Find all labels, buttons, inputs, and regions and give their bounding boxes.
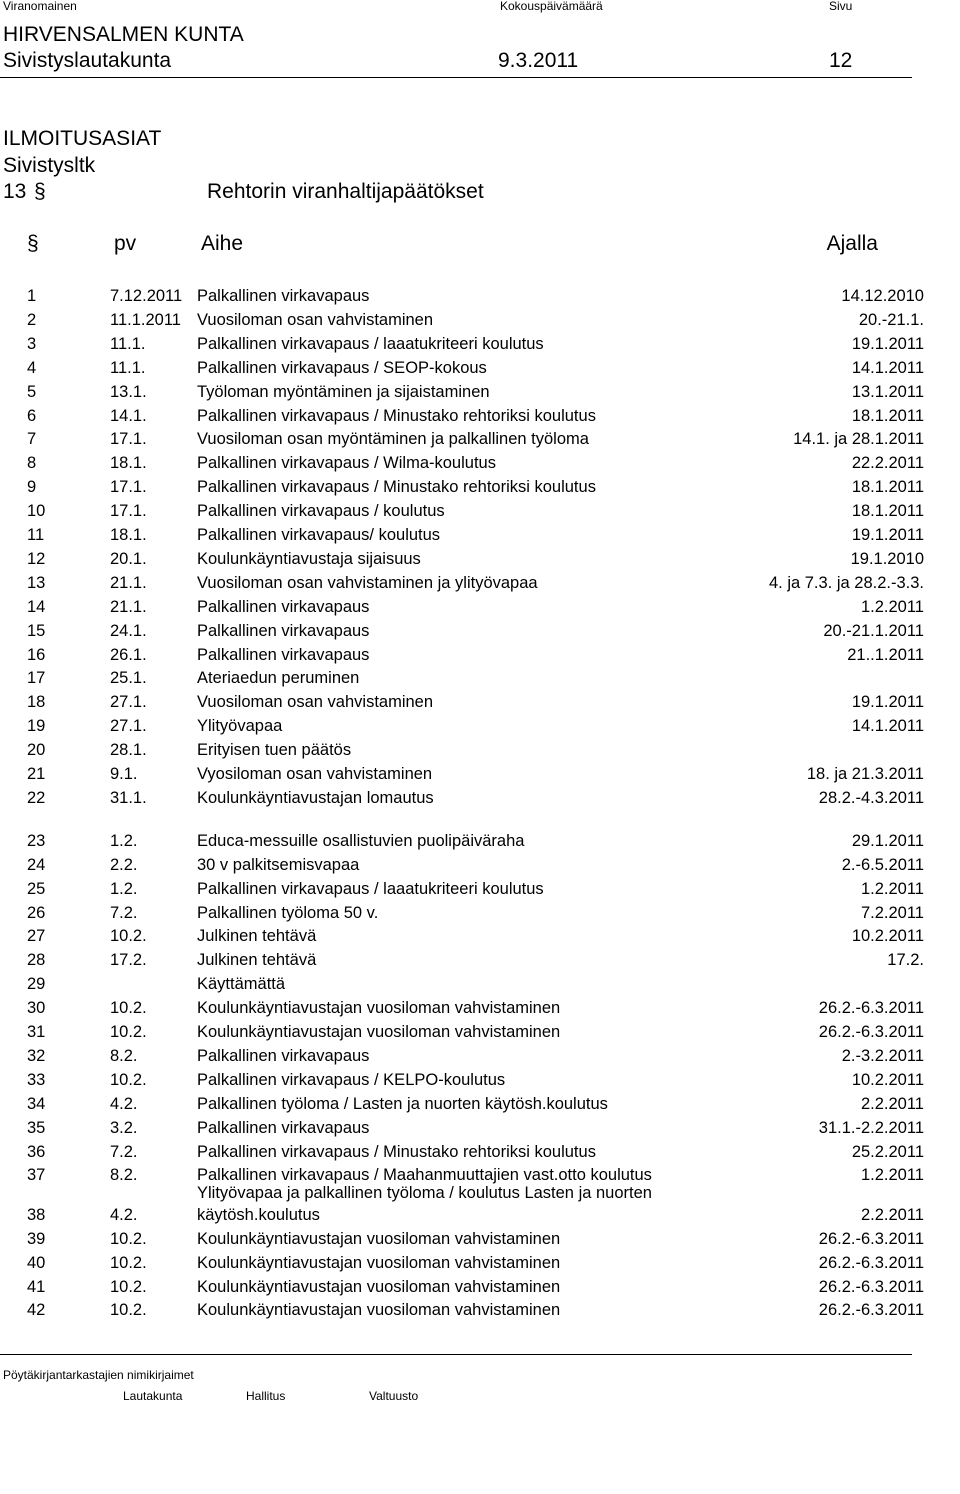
footer-hallitus: Hallitus: [246, 1389, 286, 1403]
table-row: [0, 717, 960, 739]
row-date: 27.1.: [110, 717, 147, 736]
row-period: 13.1.2011: [851, 382, 924, 401]
row-subject: Koulunkäyntiavustajan vuosiloman vahvistaminen: [197, 1229, 561, 1248]
row-number: 33: [27, 1070, 46, 1089]
row-date: 18.1.: [110, 454, 147, 473]
row-subject: Koulunkäyntiavustajan vuosiloman vahvistaminen: [197, 1301, 561, 1320]
row-number: 31: [27, 1023, 46, 1041]
row-subject: Palkallinen virkavapaus: [197, 1118, 370, 1137]
table-row: [0, 1047, 960, 1069]
row-subject: Palkallinen virkavapaus / laaatukriteeri koulutus: [197, 879, 544, 898]
row-number: 3: [27, 334, 37, 353]
row-subject: Koulunkäyntiavustajan lomautus: [197, 788, 434, 807]
row-period: 19.1.2011: [851, 526, 924, 544]
table-row: [0, 359, 960, 381]
table-row: [0, 1023, 960, 1045]
table-row: [0, 999, 960, 1021]
table-row: [0, 1254, 960, 1276]
row-subject: Palkallinen virkavapaus / Minustako rehtoriksi koulutus: [197, 406, 596, 425]
row-date: 26.1.: [110, 645, 147, 664]
section-title: ILMOITUSASIAT: [3, 127, 162, 150]
row-subject: Educa-messuille osallistuvien puolipäiväraha: [197, 831, 525, 850]
row-period: 20.-21.1.: [858, 310, 924, 329]
row-period: 21..1.2011: [847, 645, 924, 664]
table-row: [0, 1278, 960, 1300]
row-number: 1: [27, 287, 37, 305]
row-period: 26.2.-6.3.2011: [818, 999, 924, 1018]
row-number: 18: [27, 693, 46, 712]
row-date: 2.2.: [110, 855, 138, 874]
row-period: 10.2.2011: [851, 1070, 924, 1089]
label-viranomainen: Viranomainen: [3, 0, 77, 13]
row-period: 2.2.2011: [860, 1094, 924, 1113]
row-date: 8.2.: [110, 1046, 138, 1065]
label-kokouspaiva: Kokouspäivämäärä: [500, 0, 603, 13]
row-period: 26.2.-6.3.2011: [818, 1023, 924, 1041]
row-number: 35: [27, 1118, 46, 1137]
label-sivu: Sivu: [829, 0, 853, 13]
row-subject: Työloman myöntäminen ja sijaistaminen: [197, 382, 490, 401]
table-row: [0, 856, 960, 878]
row-date: 11.1.: [110, 358, 146, 377]
row-date: 24.1.: [110, 621, 147, 640]
table-row: [0, 550, 960, 572]
row-date: 27.1.: [110, 693, 147, 712]
row-period: 26.2.-6.3.2011: [818, 1253, 924, 1272]
row-date: 25.1.: [110, 669, 147, 688]
row-period: 7.2.2011: [860, 903, 924, 922]
table-row: [0, 574, 960, 596]
row-period: 14.1.2011: [851, 358, 924, 377]
table-row: [0, 1230, 960, 1252]
row-period: 26.2.-6.3.2011: [818, 1229, 924, 1248]
row-period: 29.1.2011: [851, 831, 924, 850]
row-subject: Ylityövapaa: [197, 717, 283, 736]
row-period: 22.2.2011: [851, 454, 924, 473]
row-number: 14: [27, 597, 46, 616]
row-period: 28.2.-4.3.2011: [818, 788, 924, 807]
row-subject: Julkinen tehtävä: [197, 951, 317, 970]
table-row: [0, 454, 960, 476]
signatures-label: Pöytäkirjantarkastajien nimikirjaimet: [3, 1368, 194, 1382]
row-subject: Vuosiloman osan vahvistaminen: [197, 310, 434, 329]
row-period: 26.2.-6.3.2011: [818, 1277, 924, 1296]
table-row: [0, 430, 960, 452]
table-row: [0, 741, 960, 763]
row-period: 2.-6.5.2011: [841, 855, 924, 874]
row-subject: Palkallinen virkavapaus / Maahanmuuttajien vast.otto koulutus: [197, 1166, 652, 1185]
row-number: 16: [27, 645, 46, 664]
row-number: 10: [27, 502, 46, 521]
column-header-ajalla: Ajalla: [826, 232, 878, 255]
row-subject: Palkallinen työloma / Lasten ja nuorten käytösh.koulutus: [197, 1094, 608, 1113]
row-period: 14.1.2011: [851, 717, 924, 736]
column-header-aihe: Aihe: [201, 232, 244, 255]
row-date: 1.2.: [110, 879, 138, 898]
row-number: 27: [27, 927, 46, 946]
row-subject: 30 v palkitsemisvapaa: [197, 855, 360, 874]
row-subject: Palkallinen virkavapaus: [197, 621, 370, 640]
row-number: 24: [27, 855, 46, 874]
row-subject: Palkallinen virkavapaus / SEOP-kokous: [197, 358, 487, 377]
table-row: [0, 1071, 960, 1093]
row-number: 17: [27, 669, 46, 688]
municipality-name: HIRVENSALMEN KUNTA: [3, 23, 244, 46]
meeting-date: 9.3.2011: [498, 49, 579, 72]
row-date: 7.12.2011: [110, 287, 183, 305]
row-period: 14.1. ja 28.1.2011: [793, 430, 924, 449]
row-date: 7.2.: [110, 1142, 138, 1161]
row-number: 25: [27, 879, 46, 898]
row-subject: Palkallinen työloma 50 v.: [197, 903, 379, 922]
row-subject: Koulunkäyntiavustajan vuosiloman vahvistaminen: [197, 1023, 561, 1041]
row-number: 42: [27, 1301, 46, 1320]
table-row: [0, 598, 960, 620]
table-row: [0, 646, 960, 668]
row-subject: Koulunkäyntiavustajan vuosiloman vahvistaminen: [197, 1253, 561, 1272]
row-date: 10.2.: [110, 1070, 147, 1089]
row-subject: Vuosiloman osan vahvistaminen: [197, 693, 434, 712]
row-number: 4: [27, 358, 37, 377]
row-number: 6: [27, 406, 37, 425]
table-row: [0, 693, 960, 715]
row-period: 19.1.2010: [850, 549, 924, 568]
row-number: 15: [27, 621, 46, 640]
row-date: 9.1.: [110, 765, 138, 783]
row-number: 11: [27, 526, 45, 544]
row-date: 4.2.: [110, 1205, 138, 1224]
row-period: 2.2.2011: [860, 1205, 924, 1224]
row-period: 25.2.2011: [851, 1142, 924, 1161]
row-number: 2: [27, 310, 37, 329]
row-period: 1.2.2011: [860, 597, 924, 616]
row-date: 8.2.: [110, 1166, 138, 1185]
row-subject: Palkallinen virkavapaus: [197, 1046, 370, 1065]
table-row: [0, 478, 960, 500]
row-number: 26: [27, 903, 46, 922]
table-row: [0, 789, 960, 811]
row-number: 12: [27, 549, 46, 568]
table-row: [0, 383, 960, 405]
table-row: [0, 502, 960, 524]
row-period: 31.1.-2.2.2011: [818, 1118, 924, 1137]
table-row: [0, 622, 960, 644]
table-row: [0, 669, 960, 691]
row-period: 1.2.2011: [860, 879, 924, 898]
table-row: [0, 765, 960, 787]
row-date: 1.2.: [110, 831, 138, 850]
table-row: [0, 311, 960, 333]
row-number: 34: [27, 1094, 46, 1113]
row-number: 19: [27, 717, 46, 736]
table-row: [0, 975, 960, 997]
row-date: 10.2.: [110, 1253, 147, 1272]
row-subject: käytösh.koulutus: [197, 1205, 320, 1224]
row-period: 19.1.2011: [851, 693, 924, 712]
row-subject: Vuosiloman osan vahvistaminen ja ylityövapaa: [197, 573, 538, 592]
row-number: 22: [27, 788, 46, 807]
table-row: [0, 526, 960, 548]
table-row: [0, 287, 960, 309]
row-subject: Koulunkäyntiavustaja sijaisuus: [197, 549, 421, 568]
header-divider: [0, 77, 912, 78]
column-header-pv: pv: [114, 232, 137, 255]
row-subject: Palkallinen virkavapaus / koulutus: [197, 502, 445, 521]
row-date: 10.2.: [110, 1301, 147, 1320]
row-number: 9: [27, 478, 37, 497]
row-date: 10.2.: [110, 1229, 147, 1248]
row-period: 2.-3.2.2011: [841, 1046, 924, 1065]
footer-lautakunta: Lautakunta: [123, 1389, 183, 1403]
section-subtitle: Sivistysltk: [3, 154, 96, 177]
row-subject: Palkallinen virkavapaus: [197, 287, 370, 305]
row-number: 32: [27, 1046, 46, 1065]
row-subject-line1: Ylityövapaa ja palkallinen työloma / koulutus Lasten ja nuorten: [197, 1183, 652, 1202]
footer-divider: [0, 1354, 912, 1355]
paragraph-title: Rehtorin viranhaltijapäätökset: [207, 180, 484, 203]
row-date: 3.2.: [110, 1118, 138, 1137]
table-row: [0, 904, 960, 926]
row-subject: Palkallinen virkavapaus: [197, 645, 370, 664]
row-number: 13: [27, 573, 46, 592]
table-row: [0, 880, 960, 902]
table-row: [0, 927, 960, 949]
table-row: [0, 407, 960, 429]
row-subject: Palkallinen virkavapaus / Minustako rehtoriksi koulutus: [197, 1142, 596, 1161]
row-period: 18.1.2011: [851, 502, 924, 521]
row-date: 10.2.: [110, 1277, 147, 1296]
paragraph-number: 13: [3, 180, 27, 203]
row-number: 30: [27, 999, 46, 1018]
row-period: 26.2.-6.3.2011: [818, 1301, 924, 1320]
row-subject: Ateriaedun peruminen: [197, 669, 360, 688]
row-subject: Vuosiloman osan myöntäminen ja palkallinen työloma: [197, 430, 589, 449]
row-number: 37: [27, 1166, 46, 1185]
table-row: [0, 335, 960, 357]
row-number: 28: [27, 951, 46, 970]
paragraph-sign: §: [34, 180, 46, 203]
committee-name: Sivistyslautakunta: [3, 49, 172, 72]
row-date: 10.2.: [110, 1023, 147, 1041]
row-period: 1.2.2011: [860, 1166, 924, 1185]
row-subject: Julkinen tehtävä: [197, 927, 317, 946]
row-number: 39: [27, 1229, 46, 1248]
row-date: 17.1.: [110, 430, 147, 449]
row-subject: Palkallinen virkavapaus / KELPO-koulutus: [197, 1070, 506, 1089]
row-date: 28.1.: [110, 741, 147, 760]
row-period: 14.12.2010: [841, 287, 924, 305]
row-number: 5: [27, 382, 37, 401]
row-subject: Palkallinen virkavapaus / Wilma-koulutus: [197, 454, 496, 473]
row-date: 17.2.: [110, 951, 147, 970]
table-sign: §: [27, 232, 39, 255]
row-date: 11.1.: [110, 334, 146, 353]
row-date: 21.1.: [110, 597, 147, 616]
row-period: 18.1.2011: [851, 478, 924, 497]
row-date: 11.1.2011: [110, 310, 181, 329]
row-subject: Vyosiloman osan vahvistaminen: [197, 765, 433, 783]
row-subject: Palkallinen virkavapaus: [197, 597, 370, 616]
row-number: 8: [27, 454, 37, 473]
row-date: 10.2.: [110, 999, 147, 1018]
row-date: 4.2.: [110, 1094, 138, 1113]
table-row: [0, 1183, 960, 1228]
footer-valtuusto: Valtuusto: [369, 1389, 419, 1403]
row-period: 10.2.2011: [851, 927, 924, 946]
row-date: 7.2.: [110, 903, 138, 922]
row-subject: Palkallinen virkavapaus / laaatukriteeri koulutus: [197, 334, 544, 353]
row-subject: Koulunkäyntiavustajan vuosiloman vahvistaminen: [197, 999, 561, 1018]
row-subject: Palkallinen virkavapaus / Minustako rehtoriksi koulutus: [197, 478, 596, 497]
row-number: 23: [27, 831, 46, 850]
table-row: [0, 1095, 960, 1117]
row-number: 38: [27, 1205, 46, 1224]
row-date: 18.1.: [110, 526, 147, 544]
table-row: [0, 951, 960, 973]
row-number: 29: [27, 975, 46, 994]
row-period: 18.1.2011: [851, 406, 924, 425]
row-period: 19.1.2011: [851, 334, 924, 353]
row-subject: Koulunkäyntiavustajan vuosiloman vahvistaminen: [197, 1277, 561, 1296]
table-row: [0, 1301, 960, 1323]
table-row: [0, 1119, 960, 1141]
row-date: 10.2.: [110, 927, 147, 946]
row-subject: Käyttämättä: [197, 975, 286, 994]
row-date: 14.1.: [110, 406, 147, 425]
row-period: 18. ja 21.3.2011: [806, 765, 924, 783]
row-date: 17.1.: [110, 502, 147, 521]
table-row: [0, 832, 960, 854]
row-number: 21: [27, 765, 46, 783]
row-number: 36: [27, 1142, 46, 1161]
row-subject: Palkallinen virkavapaus/ koulutus: [197, 526, 441, 544]
row-number: 41: [27, 1277, 46, 1296]
row-number: 40: [27, 1253, 46, 1272]
row-date: 31.1.: [110, 788, 147, 807]
row-date: 17.1.: [110, 478, 147, 497]
table-row: [0, 1143, 960, 1165]
row-period: 20.-21.1.2011: [823, 621, 924, 640]
row-date: 20.1.: [110, 549, 147, 568]
row-period: 17.2.: [887, 951, 924, 970]
row-period: 4. ja 7.3. ja 28.2.-3.3.: [768, 573, 924, 592]
row-number: 20: [27, 741, 46, 760]
row-date: 13.1.: [110, 382, 147, 401]
row-date: 21.1.: [110, 573, 147, 592]
page-number: 12: [829, 49, 853, 72]
row-number: 7: [27, 430, 37, 449]
row-subject: Erityisen tuen päätös: [197, 741, 352, 760]
